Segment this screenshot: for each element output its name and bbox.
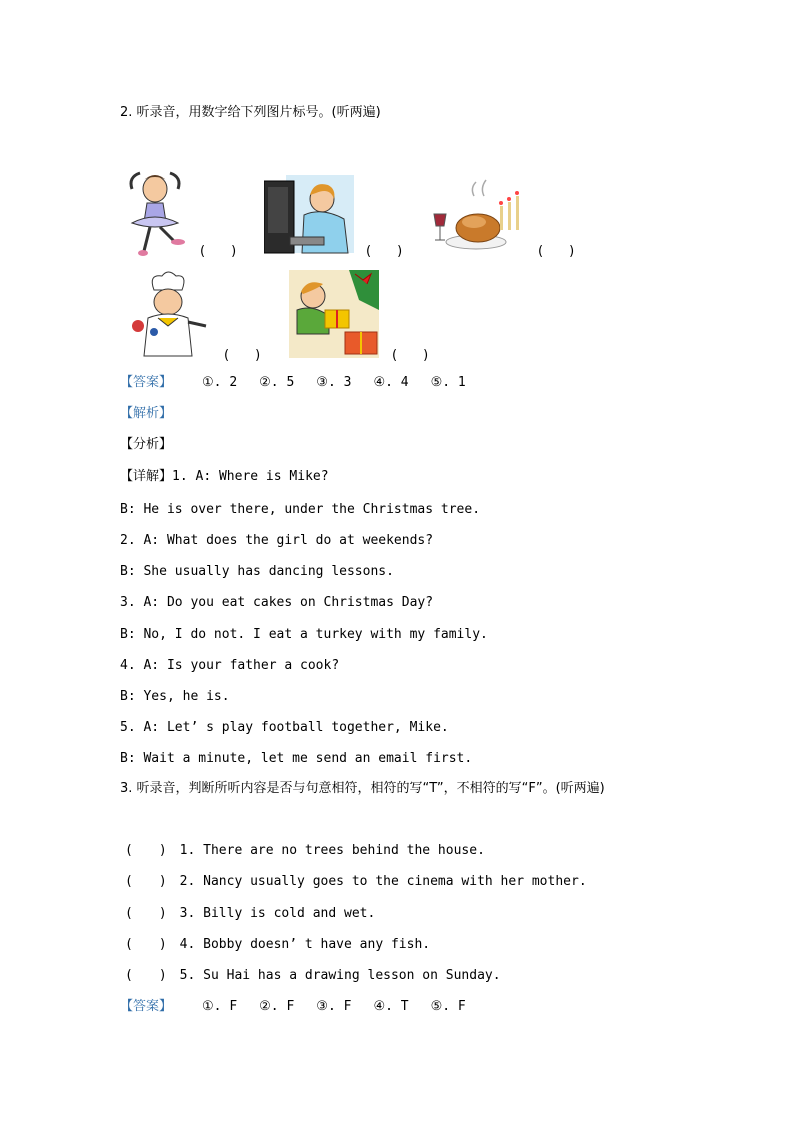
boy-at-computer-image [264, 173, 356, 255]
dialogue-line-1: 【详解】1. A: Where is Mike? [120, 469, 329, 484]
q3-answer-5: ⑤. F [430, 999, 466, 1014]
q3-item-1[interactable]: ( ) 1. There are no trees behind the house. [125, 843, 485, 858]
q2-answer-4: ④. 4 [373, 375, 409, 390]
q2-answer-row [120, 374, 488, 392]
q2-blank-3[interactable]: ( ) [538, 244, 575, 259]
q3-title: 3. 听录音，判断所听内容是否与句意相符，相符的写“T”，不相符的写“F”。(听两遍) [120, 781, 605, 796]
roast-turkey-image [430, 176, 528, 252]
q2-blank-4[interactable]: ( ) [224, 348, 261, 363]
q3-answer-row [120, 998, 488, 1016]
q2-blank-1[interactable]: ( ) [200, 244, 237, 259]
q3-answer-4: ④. T [373, 999, 409, 1014]
q2-answer-2: ②. 5 [259, 375, 295, 390]
q3-answer-1: ①. F [202, 999, 238, 1014]
boy-with-presents-image [289, 270, 379, 358]
q2-answer-3: ③. 3 [316, 375, 352, 390]
q3-item-3[interactable]: ( ) 3. Billy is cold and wet. [125, 906, 376, 921]
fenxi-label: 【分析】 [120, 437, 173, 452]
dialogue-line-10: B: Wait a minute, let me send an email first. [120, 751, 473, 766]
q2-blank-5[interactable]: ( ) [392, 348, 429, 363]
dialogue-line-8: B: Yes, he is. [120, 689, 230, 704]
cook-image [118, 270, 212, 360]
dialogue-line-9: 5. A: Let’ s play football together, Mike. [120, 720, 449, 735]
dialogue-line-4: B: She usually has dancing lessons. [120, 564, 394, 579]
analysis-label: 【解析】 [120, 406, 173, 421]
q3-item-2[interactable]: ( ) 2. Nancy usually goes to the cinema with her mother. [125, 874, 587, 889]
detail-label: 【详解】 [120, 469, 173, 484]
q3-item-4[interactable]: ( ) 4. Bobby doesn’ t have any fish. [125, 937, 431, 952]
ballet-dancer-image [118, 167, 192, 259]
q3-answer-2: ②. F [259, 999, 295, 1014]
dialogue-line-3: 2. A: What does the girl do at weekends? [120, 533, 434, 548]
q2-answer-5: ⑤. 1 [430, 375, 466, 390]
q3-item-5[interactable]: ( ) 5. Su Hai has a drawing lesson on Sunday. [125, 968, 501, 983]
dialogue-line-5: 3. A: Do you eat cakes on Christmas Day? [120, 595, 434, 610]
q2-blank-2[interactable]: ( ) [366, 244, 403, 259]
dialogue-line-6: B: No, I do not. I eat a turkey with my family. [120, 627, 488, 642]
q2-title: 2. 听录音，用数字给下列图片标号。(听两遍) [120, 105, 381, 120]
q3-answer-3: ③. F [316, 999, 352, 1014]
dialogue-line-7: 4. A: Is your father a cook? [120, 658, 340, 673]
answer-label: 【答案】 [120, 999, 173, 1014]
dialogue-line-2: B: He is over there, under the Christmas tree. [120, 502, 481, 517]
q2-answer-1: ①. 2 [202, 375, 238, 390]
answer-label: 【答案】 [120, 375, 173, 390]
